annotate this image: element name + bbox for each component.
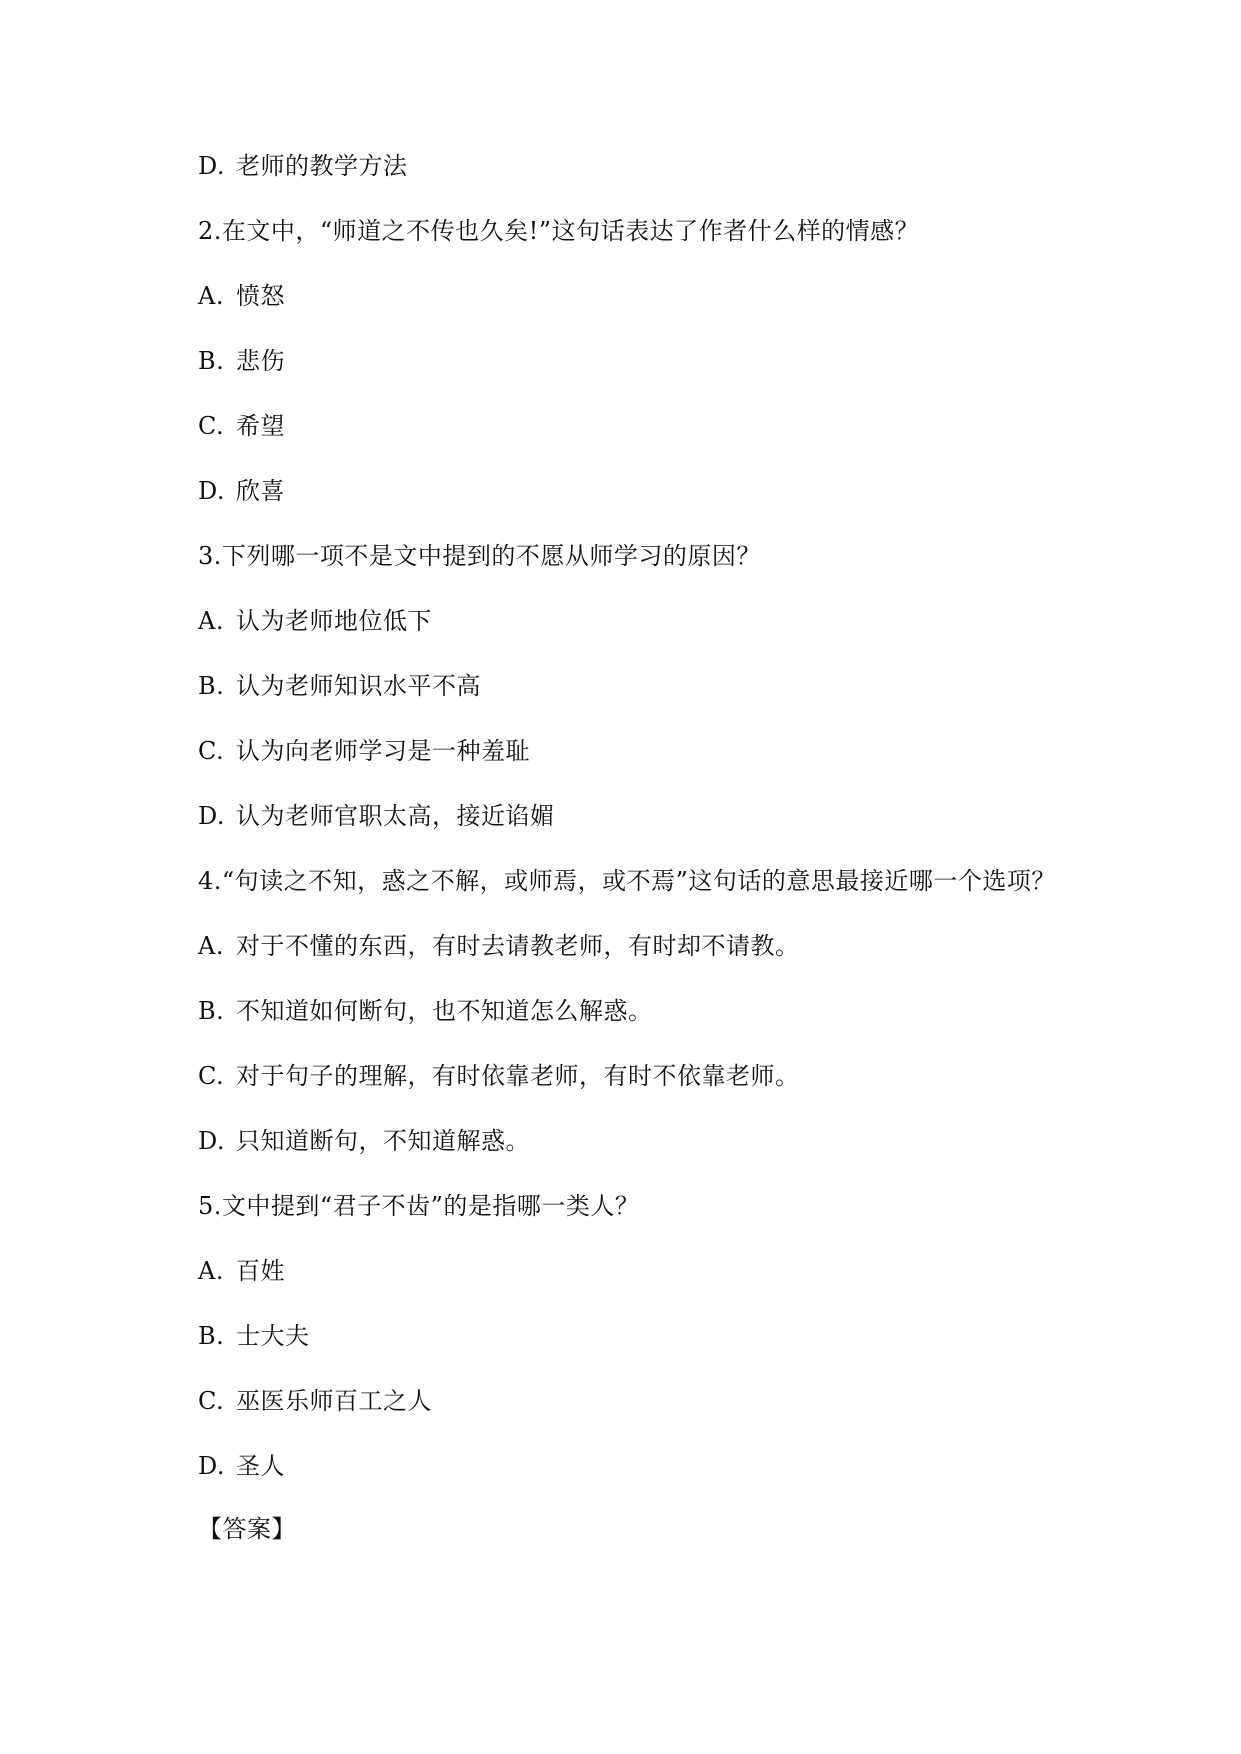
question-line: 4.“句读之不知，惑之不解，或师焉，或不焉”这句话的意思最接近哪一个选项？ bbox=[198, 867, 1056, 895]
option-letter: B. bbox=[198, 347, 225, 375]
option-text: 圣人 bbox=[236, 1452, 285, 1480]
question-line: 3.下列哪一项不是文中提到的不愿从师学习的原因？ bbox=[198, 542, 761, 570]
option-letter: A. bbox=[198, 932, 224, 960]
option-line bbox=[198, 1320, 310, 1352]
option-line bbox=[198, 345, 285, 377]
question-line: 5.文中提到“君子不齿”的是指哪一类人？ bbox=[198, 1192, 640, 1220]
option-text: 认为老师官职太高，接近谄媚 bbox=[236, 802, 555, 830]
answer-heading: 【答案】 bbox=[198, 1515, 296, 1543]
option-line bbox=[198, 1255, 285, 1287]
option-line bbox=[198, 280, 285, 312]
option-line bbox=[198, 995, 653, 1027]
option-line bbox=[198, 670, 481, 702]
option-letter: B. bbox=[198, 997, 225, 1025]
option-letter: A. bbox=[198, 282, 224, 310]
option-line bbox=[198, 1450, 285, 1482]
option-letter: A. bbox=[198, 1257, 224, 1285]
option-letter: D. bbox=[198, 477, 226, 505]
option-letter: C. bbox=[198, 412, 225, 440]
option-text: 认为向老师学习是一种羞耻 bbox=[236, 737, 530, 765]
option-letter: B. bbox=[198, 1322, 225, 1350]
option-letter: C. bbox=[198, 1387, 225, 1415]
option-text: 对于不懂的东西，有时去请教老师，有时却不请教。 bbox=[236, 932, 800, 960]
option-text: 巫医乐师百工之人 bbox=[236, 1387, 432, 1415]
option-text: 认为老师地位低下 bbox=[236, 607, 432, 635]
option-text: 不知道如何断句，也不知道怎么解惑。 bbox=[236, 997, 653, 1025]
option-line bbox=[198, 735, 530, 767]
option-text: 老师的教学方法 bbox=[236, 152, 408, 180]
option-line bbox=[198, 1060, 800, 1092]
option-text: 对于句子的理解，有时依靠老师，有时不依靠老师。 bbox=[236, 1062, 800, 1090]
option-letter: D. bbox=[198, 802, 226, 830]
option-line bbox=[198, 930, 800, 962]
question-line: 2.在文中，“师道之不传也久矣!”这句话表达了作者什么样的情感？ bbox=[198, 217, 920, 245]
option-text: 希望 bbox=[236, 412, 285, 440]
option-letter: A. bbox=[198, 607, 224, 635]
option-text: 欣喜 bbox=[236, 477, 285, 505]
option-letter: D. bbox=[198, 152, 226, 180]
option-text: 只知道断句，不知道解惑。 bbox=[236, 1127, 530, 1155]
option-letter: C. bbox=[198, 1062, 225, 1090]
option-line bbox=[198, 475, 285, 507]
option-text: 悲伤 bbox=[236, 347, 285, 375]
option-letter: C. bbox=[198, 737, 225, 765]
option-text: 百姓 bbox=[236, 1257, 285, 1285]
option-line bbox=[198, 1385, 432, 1417]
option-line bbox=[198, 410, 285, 442]
option-line bbox=[198, 1125, 530, 1157]
option-text: 愤怒 bbox=[236, 282, 285, 310]
option-text: 认为老师知识水平不高 bbox=[236, 672, 481, 700]
option-letter: B. bbox=[198, 672, 225, 700]
option-text: 士大夫 bbox=[236, 1322, 310, 1350]
option-line bbox=[198, 150, 408, 182]
option-letter: D. bbox=[198, 1452, 226, 1480]
option-line bbox=[198, 605, 432, 637]
option-line bbox=[198, 800, 555, 832]
option-letter: D. bbox=[198, 1127, 226, 1155]
